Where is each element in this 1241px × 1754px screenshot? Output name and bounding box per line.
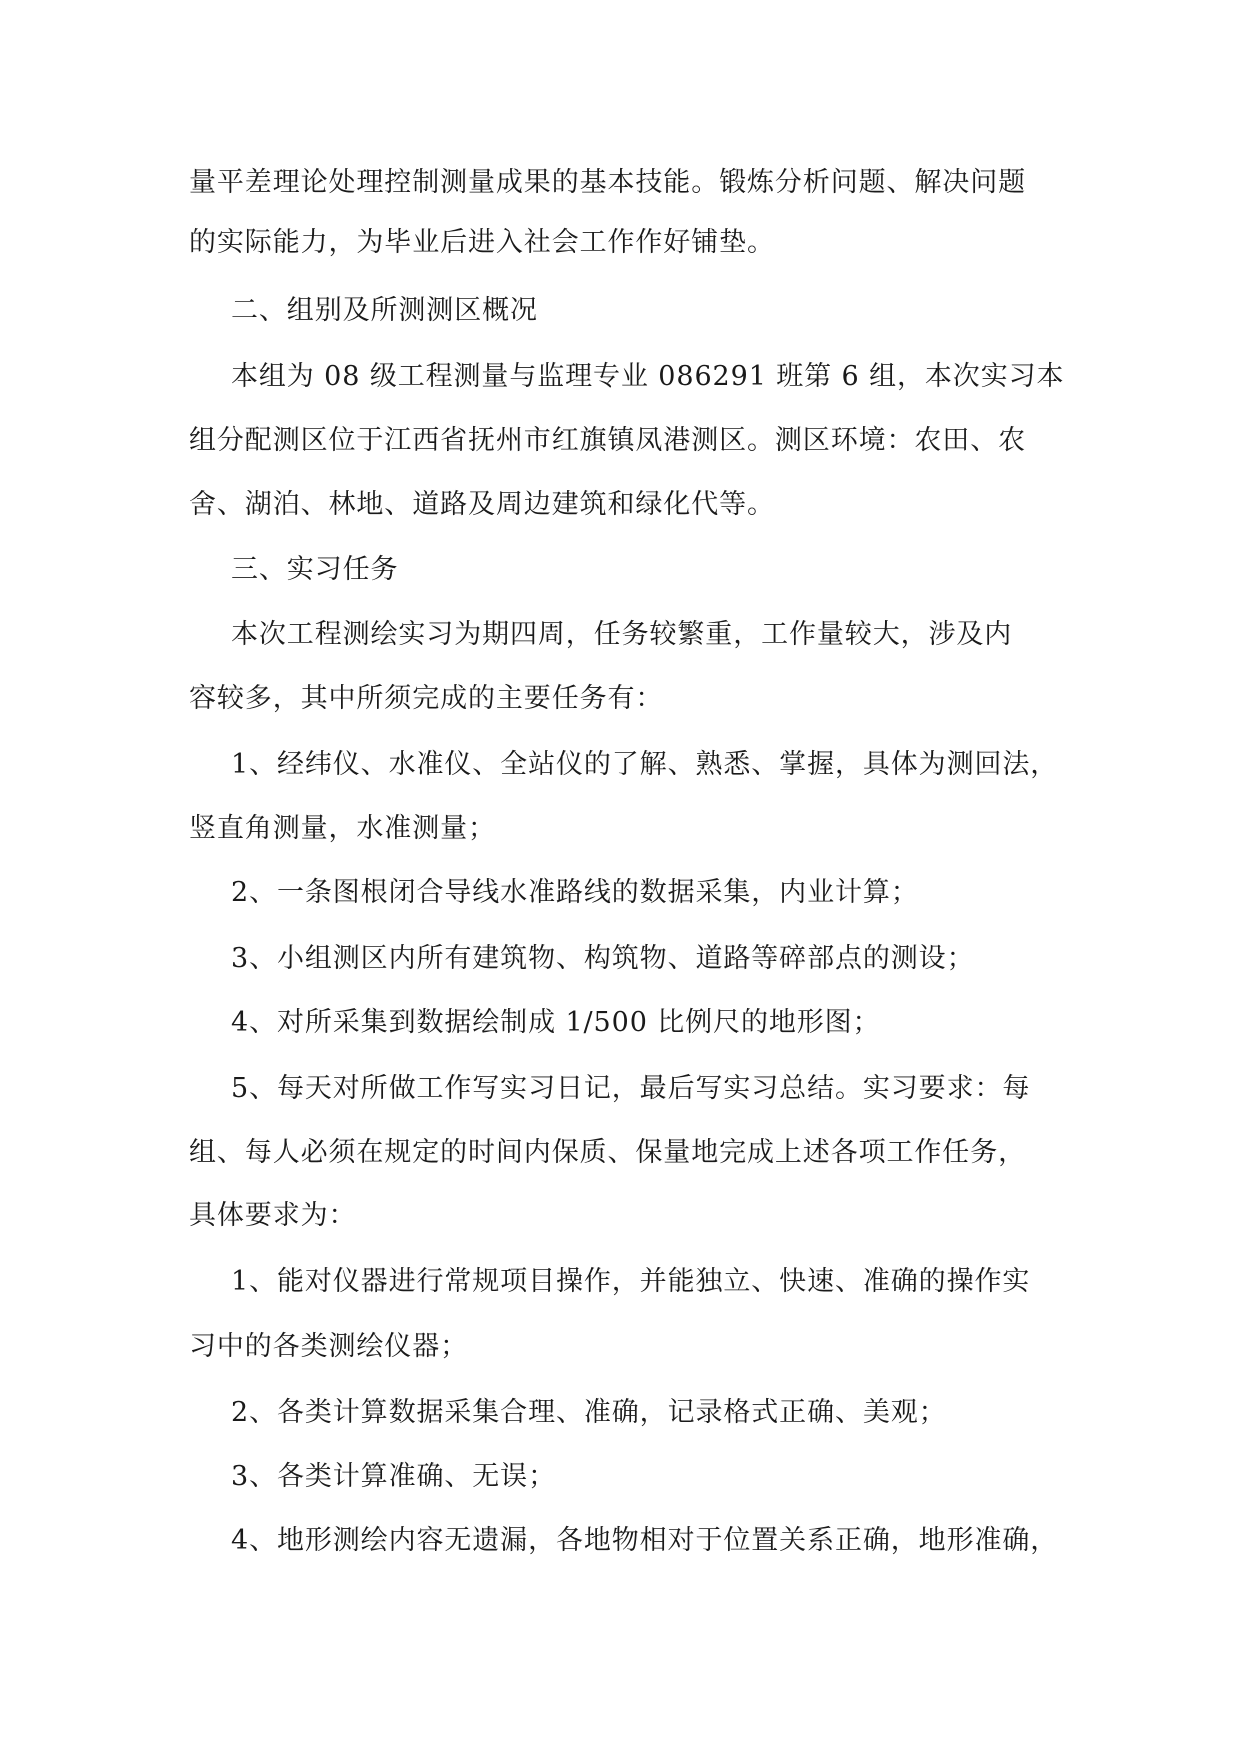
task-item-4: 4、对所采集到数据绘制成 1/500 比例尺的地形图； [231,1007,881,1038]
task-item-3: 3、小组测区内所有建筑物、构筑物、道路等碎部点的测设； [231,943,975,974]
text-line-6: 舍、湖泊、林地、道路及周边建筑和绿化代等。 [189,489,775,520]
requirement-item-4: 4、地形测绘内容无遗漏，各地物相对于位置关系正确，地形准确， [231,1525,1059,1556]
text-line-5: 组分配测区位于江西省抚州市红旗镇凤港测区。测区环境：农田、农 [189,425,1026,456]
text-line-1: 量平差理论处理控制测量成果的基本技能。锻炼分析问题、解决问题 [189,167,1026,198]
requirement-item-2: 2、各类计算数据采集合理、准确，记录格式正确、美观； [231,1397,947,1428]
text-line-4: 本组为 08 级工程测量与监理专业 086291 班第 6 组，本次实习本 [231,361,1065,392]
task-item-5: 5、每天对所做工作写实习日记，最后写实习总结。实习要求：每 [231,1073,1031,1104]
text-line-8: 本次工程测绘实习为期四周，任务较繁重，工作量较大，涉及内 [231,619,1013,650]
section-heading-2: 二、组别及所测测区概况 [231,295,538,326]
task-item-2: 2、一条图根闭合导线水准路线的数据采集，内业计算； [231,877,919,908]
text-line-16: 组、每人必须在规定的时间内保质、保量地完成上述各项工作任务， [189,1137,1026,1168]
requirement-item-1: 1、能对仪器进行常规项目操作，并能独立、快速、准确的操作实 [231,1266,1031,1297]
text-line-17: 具体要求为： [189,1200,357,1231]
task-item-1: 1、经纬仪、水准仪、全站仪的了解、熟悉、掌握，具体为测回法， [231,749,1059,780]
section-heading-3: 三、实习任务 [231,554,399,585]
text-line-2: 的实际能力，为毕业后进入社会工作作好铺垫。 [189,227,775,258]
requirement-item-3: 3、各类计算准确、无误； [231,1461,556,1492]
text-line-11: 竖直角测量，水准测量； [189,813,496,844]
text-line-19: 习中的各类测绘仪器； [189,1331,468,1362]
text-line-9: 容较多，其中所须完成的主要任务有： [189,683,664,714]
